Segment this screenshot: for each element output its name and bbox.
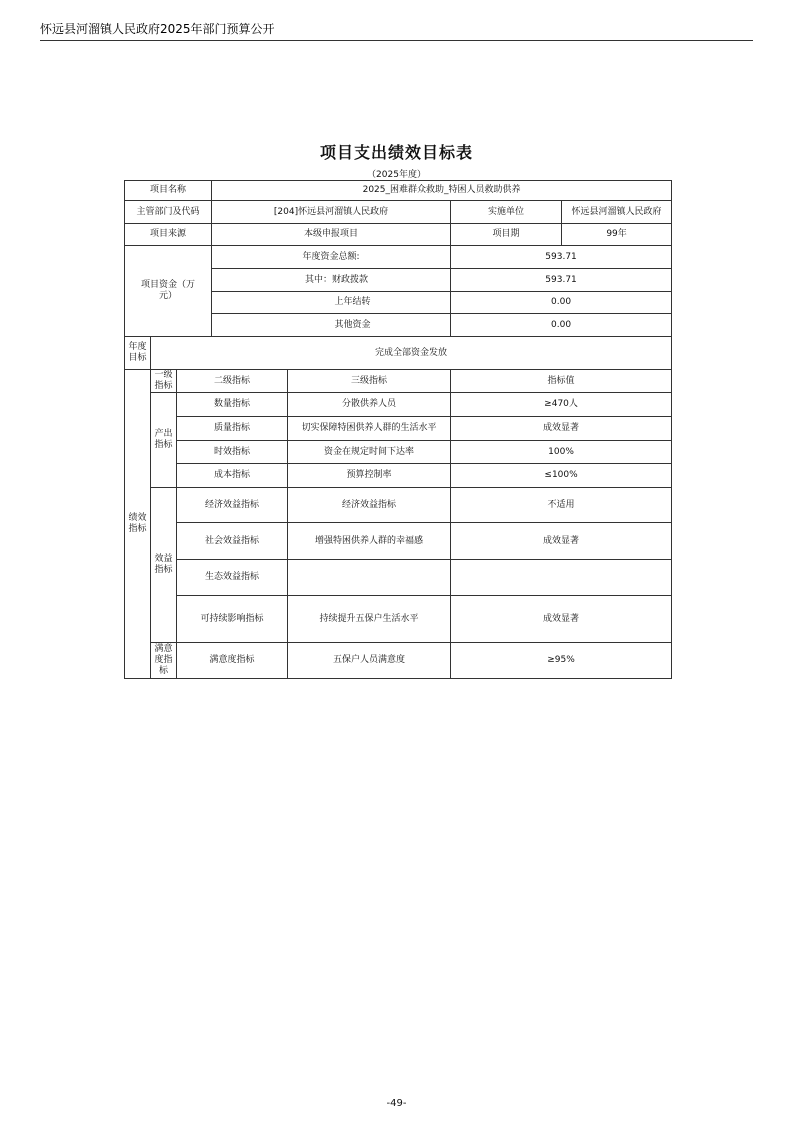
satisfaction-indicator-label: 满意度指标 <box>151 643 177 679</box>
row-0-level2: 数量指标 <box>177 393 288 417</box>
row-2-level3: 资金在规定时间下达率 <box>288 441 451 464</box>
funds-total-value: 593.71 <box>451 246 672 269</box>
row-5-level2: 社会效益指标 <box>177 523 288 560</box>
project-name-value: 2025_困难群众救助_特困人员救助供养 <box>212 181 672 201</box>
funds-fiscal-value: 593.71 <box>451 269 672 292</box>
row-5-level3: 增强特困供养人群的幸福感 <box>288 523 451 560</box>
row-2-level2: 时效指标 <box>177 441 288 464</box>
row-4-level2: 经济效益指标 <box>177 488 288 523</box>
funds-carry-label: 上年结转 <box>212 292 451 314</box>
row-7-value: 成效显著 <box>451 596 672 643</box>
benefit-indicator-label: 效益指标 <box>151 488 177 643</box>
row-7-level3: 持续提升五保户生活水平 <box>288 596 451 643</box>
row-8-value: ≥95% <box>451 643 672 679</box>
row-6-level3 <box>288 560 451 596</box>
row-4-level3: 经济效益指标 <box>288 488 451 523</box>
perf-indicator-label: 绩效指标 <box>125 370 151 679</box>
funds-other-value: 0.00 <box>451 314 672 337</box>
page-number: -49- <box>386 1098 407 1109</box>
row-1-value: 成效显著 <box>451 417 672 441</box>
row-2-value: 100% <box>451 441 672 464</box>
row-7-level2: 可持续影响指标 <box>177 596 288 643</box>
row-8-level3: 五保户人员满意度 <box>288 643 451 679</box>
row-0-value: ≥470人 <box>451 393 672 417</box>
impl-unit-label: 实施单位 <box>451 201 562 224</box>
period-label: 项目期 <box>451 224 562 246</box>
funds-label: 项目资金（万元） <box>125 246 212 337</box>
dept-label: 主管部门及代码 <box>125 201 212 224</box>
project-name-label: 项目名称 <box>125 181 212 201</box>
row-6-level2: 生态效益指标 <box>177 560 288 596</box>
row-8-level2: 满意度指标 <box>177 643 288 679</box>
level2-header: 二级指标 <box>177 370 288 393</box>
value-header: 指标值 <box>451 370 672 393</box>
funds-total-label: 年度资金总额: <box>212 246 451 269</box>
row-1-level2: 质量指标 <box>177 417 288 441</box>
source-label: 项目来源 <box>125 224 212 246</box>
row-4-value: 不适用 <box>451 488 672 523</box>
row-3-level3: 预算控制率 <box>288 464 451 488</box>
header-divider <box>40 40 753 41</box>
document-year: （2025年度） <box>367 170 426 180</box>
performance-target-table <box>124 180 672 679</box>
row-5-value: 成效显著 <box>451 523 672 560</box>
annual-goal-value: 完成全部资金发放 <box>151 337 672 370</box>
annual-goal-label: 年度目标 <box>125 337 151 370</box>
period-value: 99年 <box>562 224 672 246</box>
row-3-level2: 成本指标 <box>177 464 288 488</box>
source-value: 本级申报项目 <box>212 224 451 246</box>
level1-header: 一级指标 <box>151 370 177 393</box>
funds-carry-value: 0.00 <box>451 292 672 314</box>
row-6-value <box>451 560 672 596</box>
page-header: 怀远县河溜镇人民政府2025年部门预算公开 <box>40 22 275 36</box>
funds-other-label: 其他资金 <box>212 314 451 337</box>
row-3-value: ≤100% <box>451 464 672 488</box>
row-1-level3: 切实保障特困供养人群的生活水平 <box>288 417 451 441</box>
dept-value: [204]怀远县河溜镇人民政府 <box>212 201 451 224</box>
row-0-level3: 分散供养人员 <box>288 393 451 417</box>
level3-header: 三级指标 <box>288 370 451 393</box>
document-title: 项目支出绩效目标表 <box>319 143 473 162</box>
output-indicator-label: 产出指标 <box>151 393 177 488</box>
funds-fiscal-label: 其中：财政拨款 <box>212 269 451 292</box>
impl-unit-value: 怀远县河溜镇人民政府 <box>562 201 672 224</box>
